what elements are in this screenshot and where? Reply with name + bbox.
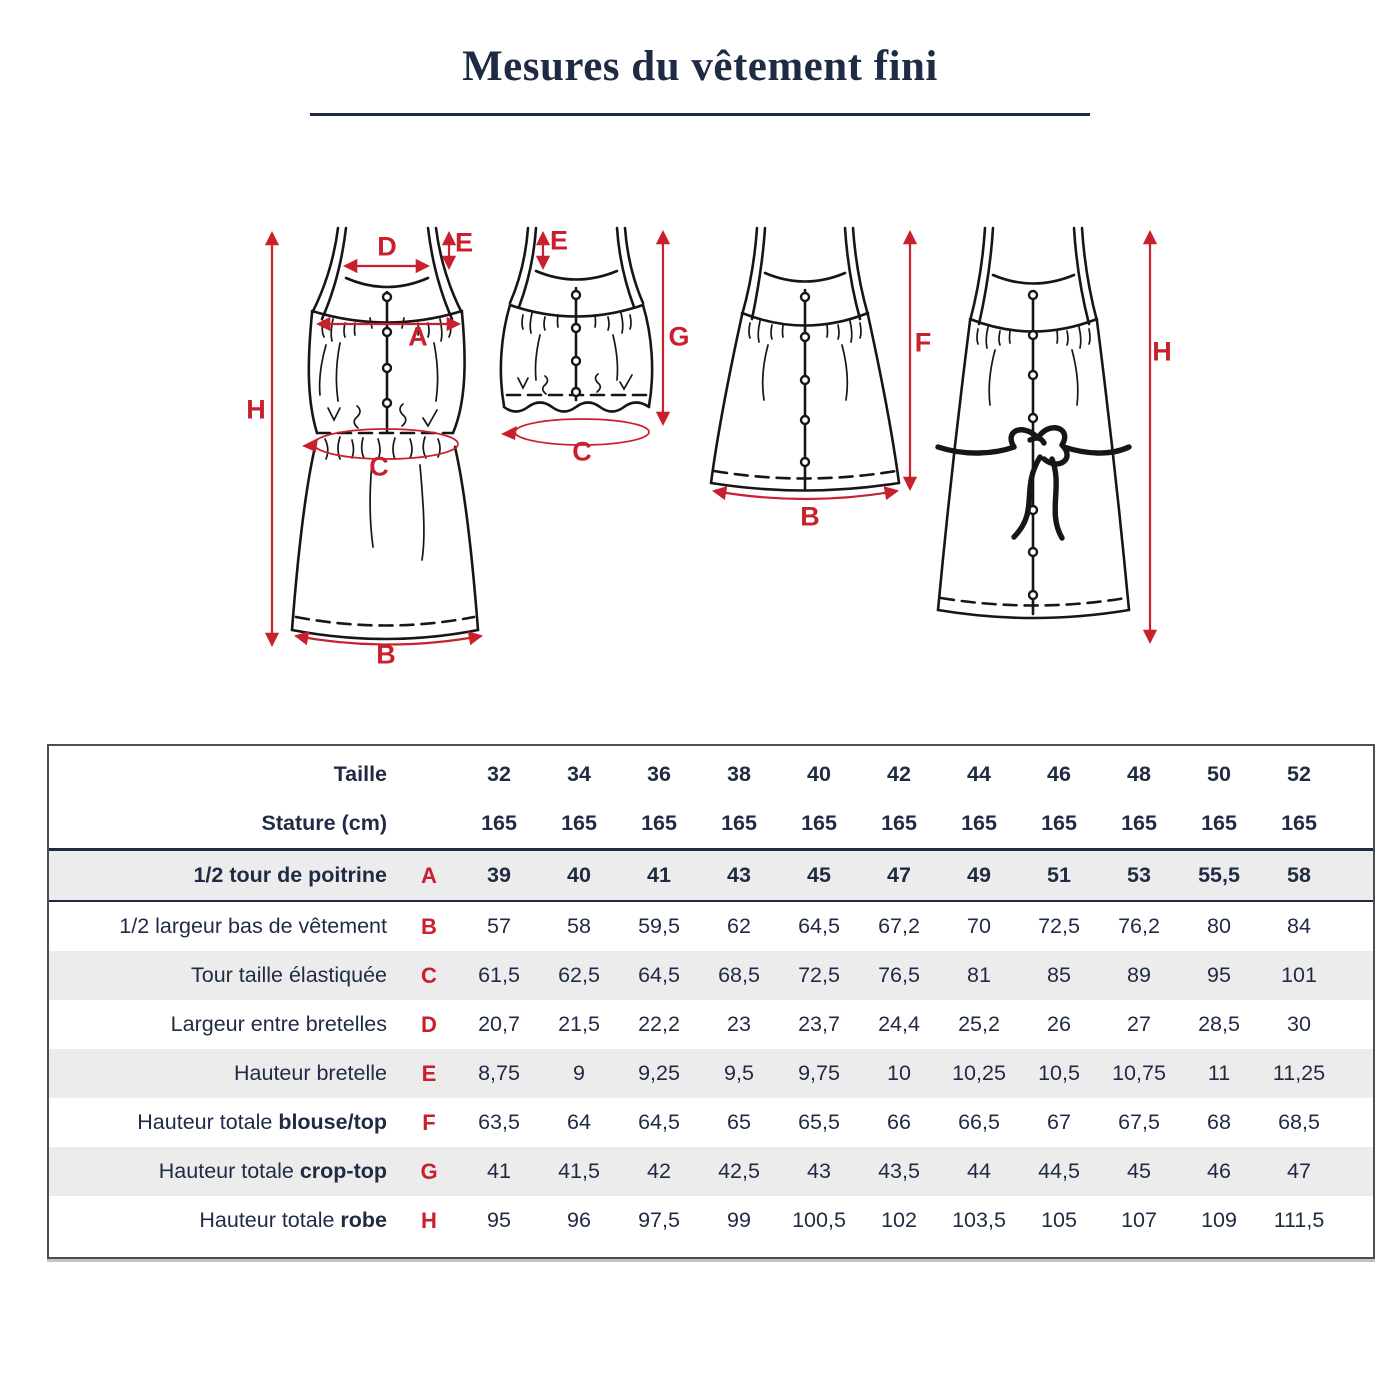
value-cell: 66 [887, 1110, 911, 1134]
measure-label-a: A [408, 321, 428, 352]
value-cell: 61,5 [459, 951, 539, 1000]
value-cell: 67,5 [1118, 1110, 1160, 1134]
value-cell: 89 [1099, 951, 1179, 1000]
row-label: 1/2 largeur bas de vêtement [119, 914, 387, 938]
spacer-cell [1339, 799, 1373, 850]
row-f [49, 1098, 1373, 1147]
measure-letter [399, 750, 459, 799]
value-cell: 10 [859, 1049, 939, 1098]
value-cell: 95 [487, 1208, 511, 1232]
value-cell: 47 [859, 850, 939, 902]
value-cell: 165 [1201, 811, 1237, 835]
row-label: 1/2 tour de poitrine [49, 850, 399, 902]
value-cell: 41,5 [539, 1147, 619, 1196]
value-cell: 43 [779, 1147, 859, 1196]
value-cell: 38 [727, 762, 751, 786]
value-cell: 55,5 [1179, 850, 1259, 902]
value-cell: 67 [1047, 1110, 1071, 1134]
value-cell: 50 [1207, 762, 1231, 786]
value-cell: 46 [1179, 1147, 1259, 1196]
value-cell: 99 [727, 1208, 751, 1232]
crop-top-drawing [501, 225, 652, 412]
value-cell: 42 [619, 1147, 699, 1196]
value-cell: 62 [727, 914, 751, 938]
value-cell: 165 [881, 811, 917, 835]
value-cell: 52 [1287, 762, 1311, 786]
value-cell: 102 [881, 1208, 917, 1232]
measure-label-h-dress: H [246, 394, 266, 425]
value-cell: 9,5 [699, 1049, 779, 1098]
value-cell: 36 [647, 762, 671, 786]
spacer-cell [1339, 850, 1373, 902]
measure-label-d: D [377, 231, 397, 262]
value-cell: 165 [961, 811, 997, 835]
value-cell: 68 [1207, 1110, 1231, 1134]
row-taille [49, 750, 1373, 799]
value-cell: 97,5 [638, 1208, 680, 1232]
value-cell: 62,5 [539, 951, 619, 1000]
value-cell: 49 [939, 850, 1019, 902]
row-e [49, 1049, 1373, 1098]
measure-letter: D [421, 1011, 437, 1037]
value-cell: 10,5 [1019, 1049, 1099, 1098]
value-cell: 40 [539, 850, 619, 902]
value-cell: 28,5 [1198, 1012, 1240, 1036]
value-cell: 165 [641, 811, 677, 835]
measurement-table [47, 744, 1375, 1259]
value-cell: 53 [1099, 850, 1179, 902]
value-cell: 100,5 [792, 1208, 846, 1232]
value-cell: 44,5 [1019, 1147, 1099, 1196]
value-cell: 76,2 [1118, 914, 1160, 938]
measure-arrow-b-blouse [714, 491, 897, 499]
value-cell: 68,5 [1278, 1110, 1320, 1134]
spacer-cell [1339, 750, 1373, 799]
value-cell: 10,25 [939, 1049, 1019, 1098]
measure-letter: B [421, 913, 437, 939]
value-cell: 24,4 [878, 1012, 920, 1036]
spacer-cell [1339, 1098, 1373, 1147]
value-cell: 45 [779, 850, 859, 902]
row-c [49, 951, 1373, 1000]
value-cell: 44 [967, 762, 991, 786]
value-cell: 85 [1019, 951, 1099, 1000]
value-cell: 72,5 [1038, 914, 1080, 938]
value-cell: 26 [1047, 1012, 1071, 1036]
value-cell: 57 [487, 914, 511, 938]
value-cell: 46 [1047, 762, 1071, 786]
measure-letter: C [399, 951, 459, 1000]
value-cell: 65 [727, 1110, 751, 1134]
value-cell: 67,2 [878, 914, 920, 938]
value-cell: 165 [481, 811, 517, 835]
blouse-drawing [711, 228, 899, 491]
row-label: Hauteur totale crop-top [49, 1147, 399, 1196]
value-cell: 9,25 [619, 1049, 699, 1098]
value-cell: 20,7 [478, 1012, 520, 1036]
value-cell: 65,5 [798, 1110, 840, 1134]
value-cell: 42 [887, 762, 911, 786]
spacer-cell [1339, 1147, 1373, 1196]
value-cell: 8,75 [459, 1049, 539, 1098]
value-cell: 43 [699, 850, 779, 902]
spacer-cell [1339, 951, 1373, 1000]
value-cell: 41 [459, 1147, 539, 1196]
row-label: Taille [333, 762, 387, 786]
measure-letter: G [399, 1147, 459, 1196]
value-cell: 9 [539, 1049, 619, 1098]
value-cell: 11 [1179, 1049, 1259, 1098]
value-cell: 25,2 [958, 1012, 1000, 1036]
value-cell: 40 [807, 762, 831, 786]
value-cell: 58 [567, 914, 591, 938]
value-cell: 43,5 [859, 1147, 939, 1196]
value-cell: 80 [1207, 914, 1231, 938]
value-cell: 165 [721, 811, 757, 835]
row-label: Tour taille élastiquée [49, 951, 399, 1000]
value-cell: 165 [1121, 811, 1157, 835]
value-cell: 23,7 [798, 1012, 840, 1036]
value-cell: 111,5 [1273, 1208, 1325, 1232]
value-cell: 30 [1287, 1012, 1311, 1036]
measure-label-c-crop: C [572, 436, 592, 467]
value-cell: 34 [567, 762, 591, 786]
value-cell: 10,75 [1099, 1049, 1179, 1098]
measure-label-h-robe: H [1152, 336, 1172, 367]
value-cell: 45 [1099, 1147, 1179, 1196]
spacer-cell [1339, 1196, 1373, 1245]
value-cell: 64 [567, 1110, 591, 1134]
value-cell: 165 [561, 811, 597, 835]
value-cell: 70 [967, 914, 991, 938]
value-cell: 44 [939, 1147, 1019, 1196]
measure-letter: E [399, 1049, 459, 1098]
value-cell: 47 [1259, 1147, 1339, 1196]
value-cell: 51 [1019, 850, 1099, 902]
row-label: Stature (cm) [261, 811, 387, 835]
row-g [49, 1147, 1373, 1196]
robe-drawing [938, 228, 1129, 618]
value-cell: 165 [1041, 811, 1077, 835]
measure-label-c-dress: C [369, 451, 389, 482]
row-b [49, 901, 1373, 951]
page-title: Mesures du vêtement fini [462, 43, 938, 90]
spacer-cell [1339, 1049, 1373, 1098]
value-cell: 81 [939, 951, 1019, 1000]
value-cell: 165 [801, 811, 837, 835]
value-cell: 11,25 [1259, 1049, 1339, 1098]
dress-drawing [292, 228, 478, 639]
value-cell: 58 [1259, 850, 1339, 902]
value-cell: 109 [1201, 1208, 1237, 1232]
measure-label-f: F [914, 327, 932, 358]
row-label: Hauteur totale robe [199, 1208, 387, 1232]
size-table-body [49, 750, 1373, 1245]
value-cell: 165 [1281, 811, 1317, 835]
measure-label-b-dress: B [376, 639, 396, 670]
spacer-cell [1339, 1000, 1373, 1049]
value-cell: 48 [1127, 762, 1151, 786]
value-cell: 64,5 [619, 951, 699, 1000]
value-cell: 21,5 [558, 1012, 600, 1036]
value-cell: 96 [567, 1208, 591, 1232]
value-cell: 72,5 [779, 951, 859, 1000]
spacer-cell [1339, 901, 1373, 951]
value-cell: 101 [1259, 951, 1339, 1000]
row-label: Hauteur totale blouse/top [137, 1110, 387, 1134]
value-cell: 105 [1041, 1208, 1077, 1232]
value-cell: 68,5 [699, 951, 779, 1000]
measure-label-b-blouse: B [800, 501, 820, 532]
measure-letter: F [422, 1109, 436, 1135]
value-cell: 66,5 [958, 1110, 1000, 1134]
value-cell: 64,5 [638, 1110, 680, 1134]
value-cell: 63,5 [478, 1110, 520, 1134]
value-cell: 95 [1179, 951, 1259, 1000]
value-cell: 42,5 [699, 1147, 779, 1196]
row-d [49, 1000, 1373, 1049]
value-cell: 103,5 [952, 1208, 1006, 1232]
value-cell: 22,2 [638, 1012, 680, 1036]
value-cell: 64,5 [798, 914, 840, 938]
value-cell: 27 [1127, 1012, 1151, 1036]
row-a [49, 850, 1373, 902]
measure-letter: H [421, 1207, 437, 1233]
row-stature [49, 799, 1373, 850]
row-label: Hauteur bretelle [49, 1049, 399, 1098]
value-cell: 84 [1287, 914, 1311, 938]
row-h [49, 1196, 1373, 1245]
value-cell: 107 [1121, 1208, 1157, 1232]
value-cell: 76,5 [859, 951, 939, 1000]
measure-label-g: G [668, 321, 690, 352]
measure-letter [399, 799, 459, 850]
measure-label-e-dress: E [454, 227, 474, 258]
row-label: Largeur entre bretelles [170, 1012, 387, 1036]
value-cell: 39 [459, 850, 539, 902]
value-cell: 23 [727, 1012, 751, 1036]
value-cell: 59,5 [638, 914, 680, 938]
measure-letter: A [399, 850, 459, 902]
value-cell: 41 [619, 850, 699, 902]
value-cell: 9,75 [779, 1049, 859, 1098]
measure-label-e-crop: E [549, 225, 569, 256]
value-cell: 32 [487, 762, 511, 786]
